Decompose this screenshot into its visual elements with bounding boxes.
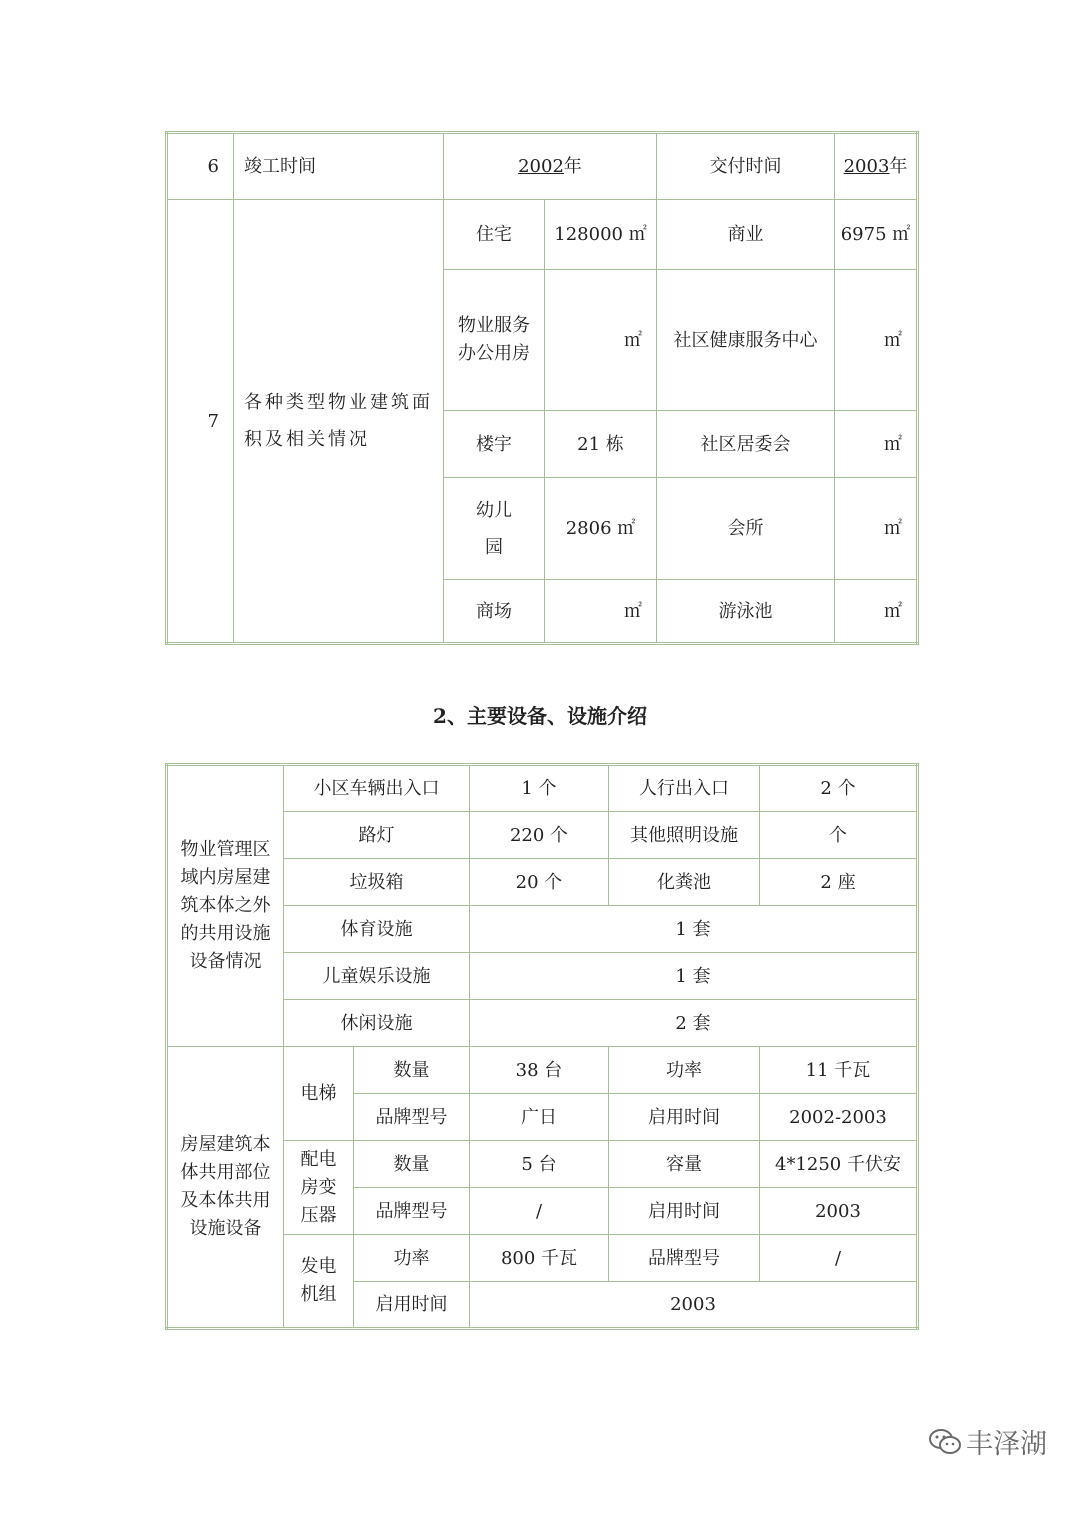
area-type: 物业服务办公用房 (444, 270, 545, 411)
spec-value: 5 台 (470, 1141, 609, 1188)
wechat-icon (928, 1427, 962, 1457)
area-type: 商业 (657, 200, 835, 270)
facility-name: 体育设施 (284, 906, 470, 953)
facility-name: 化粪池 (609, 859, 760, 906)
table-row (167, 133, 918, 200)
year-unit: 年 (563, 156, 582, 177)
facilities-table (165, 763, 919, 1330)
spec-name: 功率 (354, 1235, 470, 1282)
spec-name: 容量 (609, 1141, 760, 1188)
area-type: 楼宇 (444, 411, 545, 478)
area-value: 6975 ㎡ (835, 200, 918, 270)
facility-value: 20 个 (470, 859, 609, 906)
facility-value: 220 个 (470, 812, 609, 859)
area-value: ㎡ (835, 411, 918, 478)
area-type: 会所 (657, 478, 835, 580)
spec-name: 品牌型号 (609, 1235, 760, 1282)
group-label: 物业管理区域内房屋建筑本体之外的共用设施设备情况 (167, 765, 284, 1047)
facility-name: 其他照明设施 (609, 812, 760, 859)
watermark-text: 丰泽湖 (966, 1429, 1047, 1460)
item-label: 竣工时间 (234, 133, 444, 200)
watermark (928, 1422, 1047, 1461)
area-value: 128000 ㎡ (545, 200, 657, 270)
delivery-year: 2003 (843, 156, 890, 177)
area-value: ㎡ (545, 580, 657, 644)
table-row (167, 200, 918, 270)
row-number: 6 (167, 133, 234, 200)
facility-value: 1 套 (470, 906, 918, 953)
equipment-label: 电梯 (284, 1047, 354, 1141)
facility-name: 垃圾箱 (284, 859, 470, 906)
table-row (167, 765, 918, 812)
area-type: 社区健康服务中心 (657, 270, 835, 411)
facility-name: 路灯 (284, 812, 470, 859)
facility-value: 2 套 (470, 1000, 918, 1047)
facility-name: 儿童娱乐设施 (284, 953, 470, 1000)
area-type: 商场 (444, 580, 545, 644)
spec-name: 数量 (354, 1141, 470, 1188)
spec-name: 数量 (354, 1047, 470, 1094)
area-value: ㎡ (835, 580, 918, 644)
spec-value: 广日 (470, 1094, 609, 1141)
spec-value: 2002-2003 (760, 1094, 918, 1141)
row-number: 7 (167, 200, 234, 644)
spec-value: / (470, 1188, 609, 1235)
spec-value: 800 千瓦 (470, 1235, 609, 1282)
spec-value: 11 千瓦 (760, 1047, 918, 1094)
area-type: 住宅 (444, 200, 545, 270)
spec-name: 启用时间 (609, 1188, 760, 1235)
year-unit: 年 (889, 156, 908, 177)
item-label: 各种类型物业建筑面积及相关情况 (234, 200, 444, 644)
spec-name: 启用时间 (354, 1282, 470, 1329)
facility-value: 2 个 (760, 765, 918, 812)
completion-year-cell (444, 133, 657, 200)
area-value: ㎡ (835, 478, 918, 580)
facility-value: 2 座 (760, 859, 918, 906)
group-label: 房屋建筑本体共用部位及本体共用设施设备 (167, 1047, 284, 1329)
delivery-year-cell (835, 133, 918, 200)
table-row (167, 1047, 918, 1094)
spec-name: 启用时间 (609, 1094, 760, 1141)
spec-value: 2003 (760, 1188, 918, 1235)
spec-value: 4*1250 千伏安 (760, 1141, 918, 1188)
completion-year: 2002 (518, 156, 564, 177)
spec-name: 品牌型号 (354, 1094, 470, 1141)
section-title: 2、主要设备、设施介绍 (433, 704, 647, 728)
facility-name: 人行出入口 (609, 765, 760, 812)
equipment-label: 发电机组 (284, 1235, 354, 1329)
facility-value: 1 套 (470, 953, 918, 1000)
area-type: 游泳池 (657, 580, 835, 644)
facility-value: 个 (760, 812, 918, 859)
spec-name: 品牌型号 (354, 1188, 470, 1235)
area-value: ㎡ (545, 270, 657, 411)
spec-value: 38 台 (470, 1047, 609, 1094)
area-value: 2806 ㎡ (545, 478, 657, 580)
facility-name: 休闲设施 (284, 1000, 470, 1047)
area-value: 21 栋 (545, 411, 657, 478)
delivery-label: 交付时间 (657, 133, 835, 200)
area-type: 社区居委会 (657, 411, 835, 478)
equipment-label: 配电房变压器 (284, 1141, 354, 1235)
area-type: 幼儿园 (444, 478, 545, 580)
spec-name: 功率 (609, 1047, 760, 1094)
spec-value: 2003 (470, 1282, 918, 1329)
facility-name: 小区车辆出入口 (284, 765, 470, 812)
spec-value: / (760, 1235, 918, 1282)
building-info-table (165, 131, 919, 645)
facility-value: 1 个 (470, 765, 609, 812)
area-value: ㎡ (835, 270, 918, 411)
